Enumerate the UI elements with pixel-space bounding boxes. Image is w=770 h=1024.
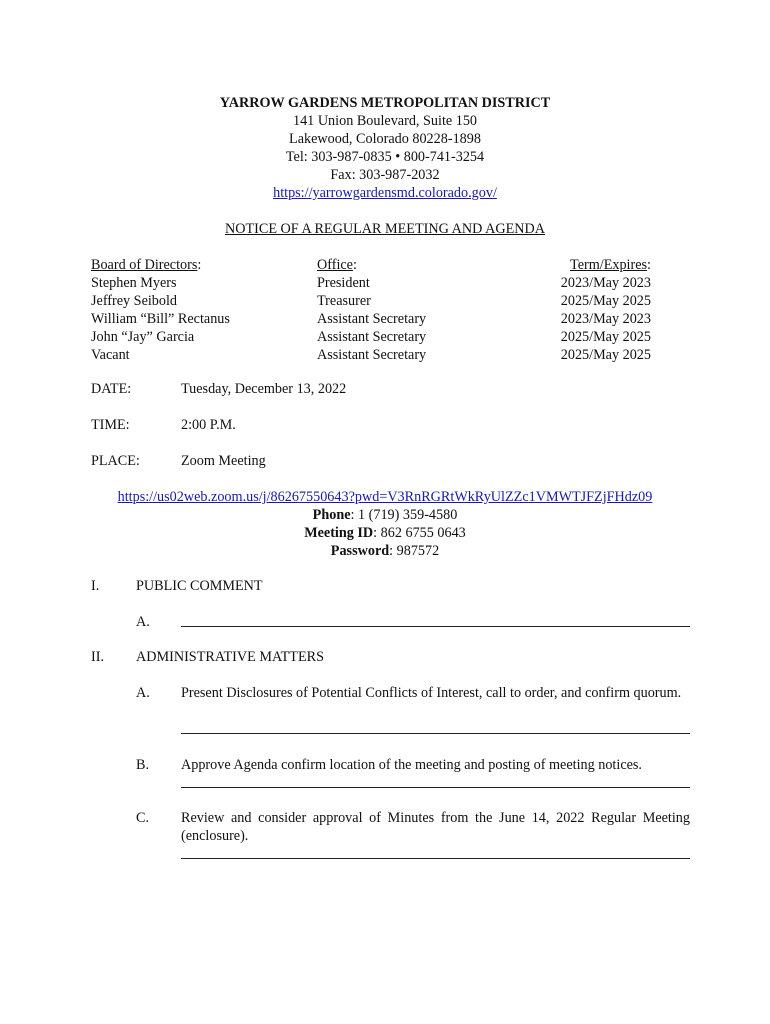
time-label: TIME: <box>91 417 130 433</box>
item-line <box>181 733 690 734</box>
board-member-office: Treasurer <box>317 293 371 309</box>
date-value: Tuesday, December 13, 2022 <box>181 381 347 397</box>
website-link[interactable]: https://yarrowgardensmd.colorado.gov/ <box>273 185 497 201</box>
item-line <box>181 626 690 627</box>
notice-title: NOTICE OF A REGULAR MEETING AND AGENDA <box>225 221 545 237</box>
board-member-term: 2025/May 2025 <box>560 293 651 309</box>
password-row <box>0 542 770 560</box>
board-member-office: President <box>317 275 370 291</box>
zoom-link-row <box>0 488 770 506</box>
item-line <box>181 787 690 788</box>
phone-label: Phone <box>312 507 351 523</box>
agenda-item-text: Review and consider approval of Minutes from the June 14, 2022 Regular Meeting (enclosure). <box>181 810 690 844</box>
board-member-name: John “Jay” Garcia <box>91 329 195 345</box>
item-letter: B. <box>136 757 150 773</box>
item-letter: A. <box>136 614 150 630</box>
board-member-name: Jeffrey Seibold <box>91 293 178 309</box>
board-member-term: 2023/May 2023 <box>560 275 651 291</box>
item-letter: A. <box>136 685 150 701</box>
password-label: Password <box>330 543 390 559</box>
board-member-office: Assistant Secretary <box>317 311 427 327</box>
password-value: : 987572 <box>389 543 440 559</box>
meeting-id-label: Meeting ID <box>304 525 374 541</box>
time-value: 2:00 P.M. <box>181 417 236 433</box>
section-title: PUBLIC COMMENT <box>136 578 263 594</box>
board-member-name: William “Bill” Rectanus <box>91 311 230 327</box>
agenda-item-text: Present Disclosures of Potential Conflicts of Interest, call to order, and confirm quorum. <box>181 685 682 701</box>
board-member-term: 2025/May 2025 <box>560 329 651 345</box>
telephone-line: Tel: 303-987-0835 • 800-741-3254 <box>285 149 485 165</box>
section-numeral: II. <box>91 649 104 665</box>
org-name: YARROW GARDENS METROPOLITAN DISTRICT <box>219 95 551 111</box>
section-title: ADMINISTRATIVE MATTERS <box>136 649 324 665</box>
item-letter: C. <box>136 810 150 826</box>
place-value: Zoom Meeting <box>181 453 266 469</box>
board-member-term: 2025/May 2025 <box>560 347 651 363</box>
agenda-item-text: Approve Agenda confirm location of the meeting and posting of meeting notices. <box>181 757 642 773</box>
board-member-name: Vacant <box>91 347 130 363</box>
board-member-office: Assistant Secretary <box>317 347 427 363</box>
phone-row <box>0 506 770 524</box>
address-line-1: 141 Union Boulevard, Suite 150 <box>292 113 478 129</box>
board-member-term: 2023/May 2023 <box>560 311 651 327</box>
phone-value: : 1 (719) 359-4580 <box>350 507 458 523</box>
zoom-link[interactable]: https://us02web.zoom.us/j/86267550643?pwd=V3RnRGRtWkRyUlZZc1VMWTJFZjFHdz09 <box>117 489 653 505</box>
board-header-label: Board of Directors <box>91 257 198 273</box>
website-link-row <box>0 184 770 202</box>
place-label: PLACE: <box>91 453 140 469</box>
term-header: Term/Expires: <box>570 257 651 273</box>
board-header: Board of Directors: <box>91 257 202 273</box>
board-member-name: Stephen Myers <box>91 275 177 291</box>
office-header: Office: <box>317 257 357 273</box>
date-label: DATE: <box>91 381 132 397</box>
term-header-label: Term/Expires <box>570 257 648 273</box>
notice-title-row <box>0 220 770 238</box>
section-numeral: I. <box>91 578 100 594</box>
meeting-id-value: : 862 6755 0643 <box>373 525 466 541</box>
office-header-label: Office <box>317 257 353 273</box>
fax-line: Fax: 303-987-2032 <box>330 167 440 183</box>
item-line <box>181 858 690 859</box>
board-member-office: Assistant Secretary <box>317 329 427 345</box>
meeting-id-row <box>0 524 770 542</box>
address-line-2: Lakewood, Colorado 80228-1898 <box>289 131 481 147</box>
